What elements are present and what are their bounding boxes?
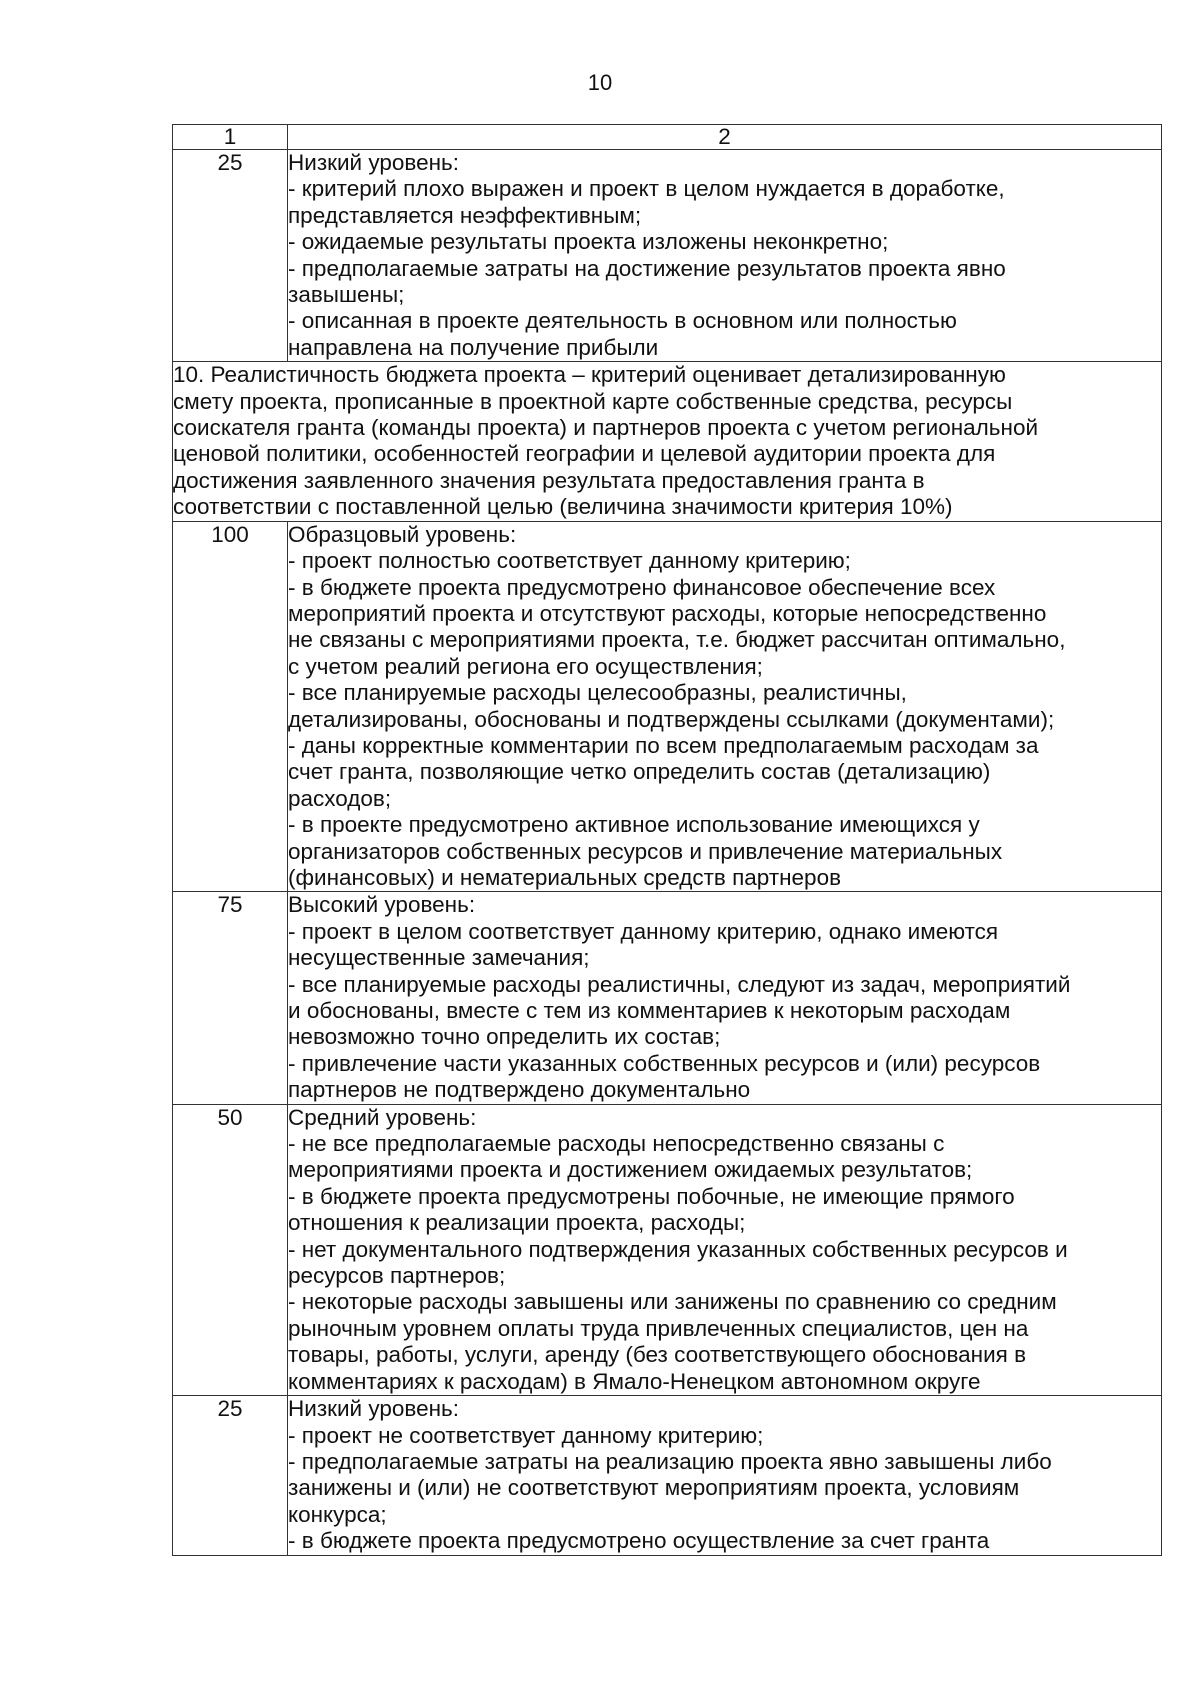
description-cell xyxy=(288,892,1162,1104)
level-title: Высокий уровень: xyxy=(288,892,476,918)
description-line: - в бюджете проекта предусмотрено финансовое обеспечение всех xyxy=(288,574,996,600)
description-line: - проект не соответствует данному критерию; xyxy=(288,1422,764,1448)
header-cell-score: 1 xyxy=(173,125,288,150)
score-cell: 75 xyxy=(173,892,288,1104)
description-line: - не все предполагаемые расходы непосредственно связаны с xyxy=(288,1131,945,1157)
criteria-table xyxy=(172,124,1162,1556)
description-cell xyxy=(288,521,1162,892)
description-line: направлена на получение прибыли xyxy=(288,334,659,360)
description-line: не связаны с мероприятиями проекта, т.е. бюджет рассчитан оптимально, xyxy=(288,627,1066,653)
description-line: организаторов собственных ресурсов и привлечение материальных xyxy=(288,838,1003,864)
description-line: ресурсов партнеров; xyxy=(288,1263,506,1289)
description-line: товары, работы, услуги, аренду (без соответствующего обоснования в xyxy=(288,1342,1027,1368)
description-line: рыночным уровнем оплаты труда привлеченных специалистов, цен на xyxy=(288,1315,1029,1341)
description-line: мероприятий проекта и отсутствуют расходы, которые непосредственно xyxy=(288,600,1047,626)
score-cell: 50 xyxy=(173,1104,288,1395)
description-line: счет гранта, позволяющие четко определить состав (детализацию) xyxy=(288,759,991,785)
score-cell: 100 xyxy=(173,521,288,892)
description-cell xyxy=(288,1104,1162,1395)
description-line: - в бюджете проекта предусмотрены побочные, не имеющие прямого xyxy=(288,1183,1015,1209)
section-heading-cell xyxy=(173,362,1162,521)
section-heading-line: соответствии с поставленной целью (величина значимости критерия 10%) xyxy=(173,494,953,520)
description-cell xyxy=(288,1396,1162,1555)
description-line: комментариях к расходам) в Ямало-Ненецком автономном округе xyxy=(288,1368,981,1394)
description-line: завышены; xyxy=(288,282,405,308)
description-line: отношения к реализации проекта, расходы; xyxy=(288,1210,746,1236)
table-row xyxy=(173,1104,1162,1395)
description-line: мероприятиями проекта и достижением ожидаемых результатов; xyxy=(288,1157,973,1183)
description-line: - привлечение части указанных собственных ресурсов и (или) ресурсов xyxy=(288,1050,1041,1076)
description-line: - все планируемые расходы целесообразны, реалистичны, xyxy=(288,680,907,706)
score-cell: 25 xyxy=(173,1396,288,1555)
description-line: представляется неэффективным; xyxy=(288,202,642,228)
description-line: - даны корректные комментарии по всем предполагаемым расходам за xyxy=(288,732,1039,758)
description-cell xyxy=(288,150,1162,362)
table-row xyxy=(173,150,1162,362)
description-line: - в проекте предусмотрено активное использование имеющихся у xyxy=(288,812,980,838)
description-line: несущественные замечания; xyxy=(288,945,590,971)
description-line: расходов; xyxy=(288,785,392,811)
description-line: - нет документального подтверждения указанных собственных ресурсов и xyxy=(288,1236,1068,1262)
level-title: Средний уровень: xyxy=(288,1104,477,1130)
table-header-row xyxy=(173,125,1162,150)
description-line: занижены и (или) не соответствуют мероприятиям проекта, условиям xyxy=(288,1475,1020,1501)
table-row xyxy=(173,1396,1162,1555)
score-cell: 25 xyxy=(173,150,288,362)
level-title: Низкий уровень: xyxy=(288,150,460,175)
level-title: Образцовый уровень: xyxy=(288,521,517,547)
description-line: - проект в целом соответствует данному критерию, однако имеются xyxy=(288,918,999,944)
description-line: - описанная в проекте деятельность в основном или полностью xyxy=(288,308,957,334)
section-heading-line: смету проекта, прописанные в проектной карте собственные средства, ресурсы xyxy=(173,388,1013,414)
description-line: - проект полностью соответствует данному критерию; xyxy=(288,548,851,574)
section-heading-line: соискателя гранта (команды проекта) и партнеров проекта с учетом региональной xyxy=(173,415,1039,441)
description-line: (финансовых) и нематериальных средств партнеров xyxy=(288,864,842,890)
description-line: - предполагаемые затраты на достижение результатов проекта явно xyxy=(288,255,1006,281)
page-number: 10 xyxy=(587,70,613,95)
description-line: партнеров не подтверждено документально xyxy=(288,1077,751,1103)
section-heading-line: 10. Реалистичность бюджета проекта – критерий оценивает детализированную xyxy=(173,362,1006,388)
description-line: - критерий плохо выражен и проект в целом нуждается в доработке, xyxy=(288,176,1005,202)
description-line: - некоторые расходы завышены или занижены по сравнению со средним xyxy=(288,1289,1057,1315)
table-row xyxy=(173,521,1162,892)
description-line: - в бюджете проекта предусмотрено осуществление за счет гранта xyxy=(288,1528,990,1554)
description-line: невозможно точно определить их состав; xyxy=(288,1024,721,1050)
section-heading-line: ценовой политики, особенностей географии и целевой аудитории проекта для xyxy=(173,441,996,467)
description-line: - все планируемые расходы реалистичны, следуют из задач, мероприятий xyxy=(288,971,1071,997)
description-line: - предполагаемые затраты на реализацию проекта явно завышены либо xyxy=(288,1448,1052,1474)
description-line: детализированы, обоснованы и подтверждены ссылками (документами); xyxy=(288,706,1055,732)
description-line: и обоснованы, вместе с тем из комментариев к некоторым расходам xyxy=(288,998,1011,1023)
table-row xyxy=(173,892,1162,1104)
header-cell-description: 2 xyxy=(288,125,1162,150)
section-heading-line: достижения заявленного значения результата предоставления гранта в xyxy=(173,467,925,493)
description-line: с учетом реалий региона его осуществления; xyxy=(288,653,763,679)
description-line: - ожидаемые результаты проекта изложены неконкретно; xyxy=(288,229,889,255)
section-heading-row xyxy=(173,362,1162,521)
level-title: Низкий уровень: xyxy=(288,1396,460,1422)
description-line: конкурса; xyxy=(288,1501,387,1527)
